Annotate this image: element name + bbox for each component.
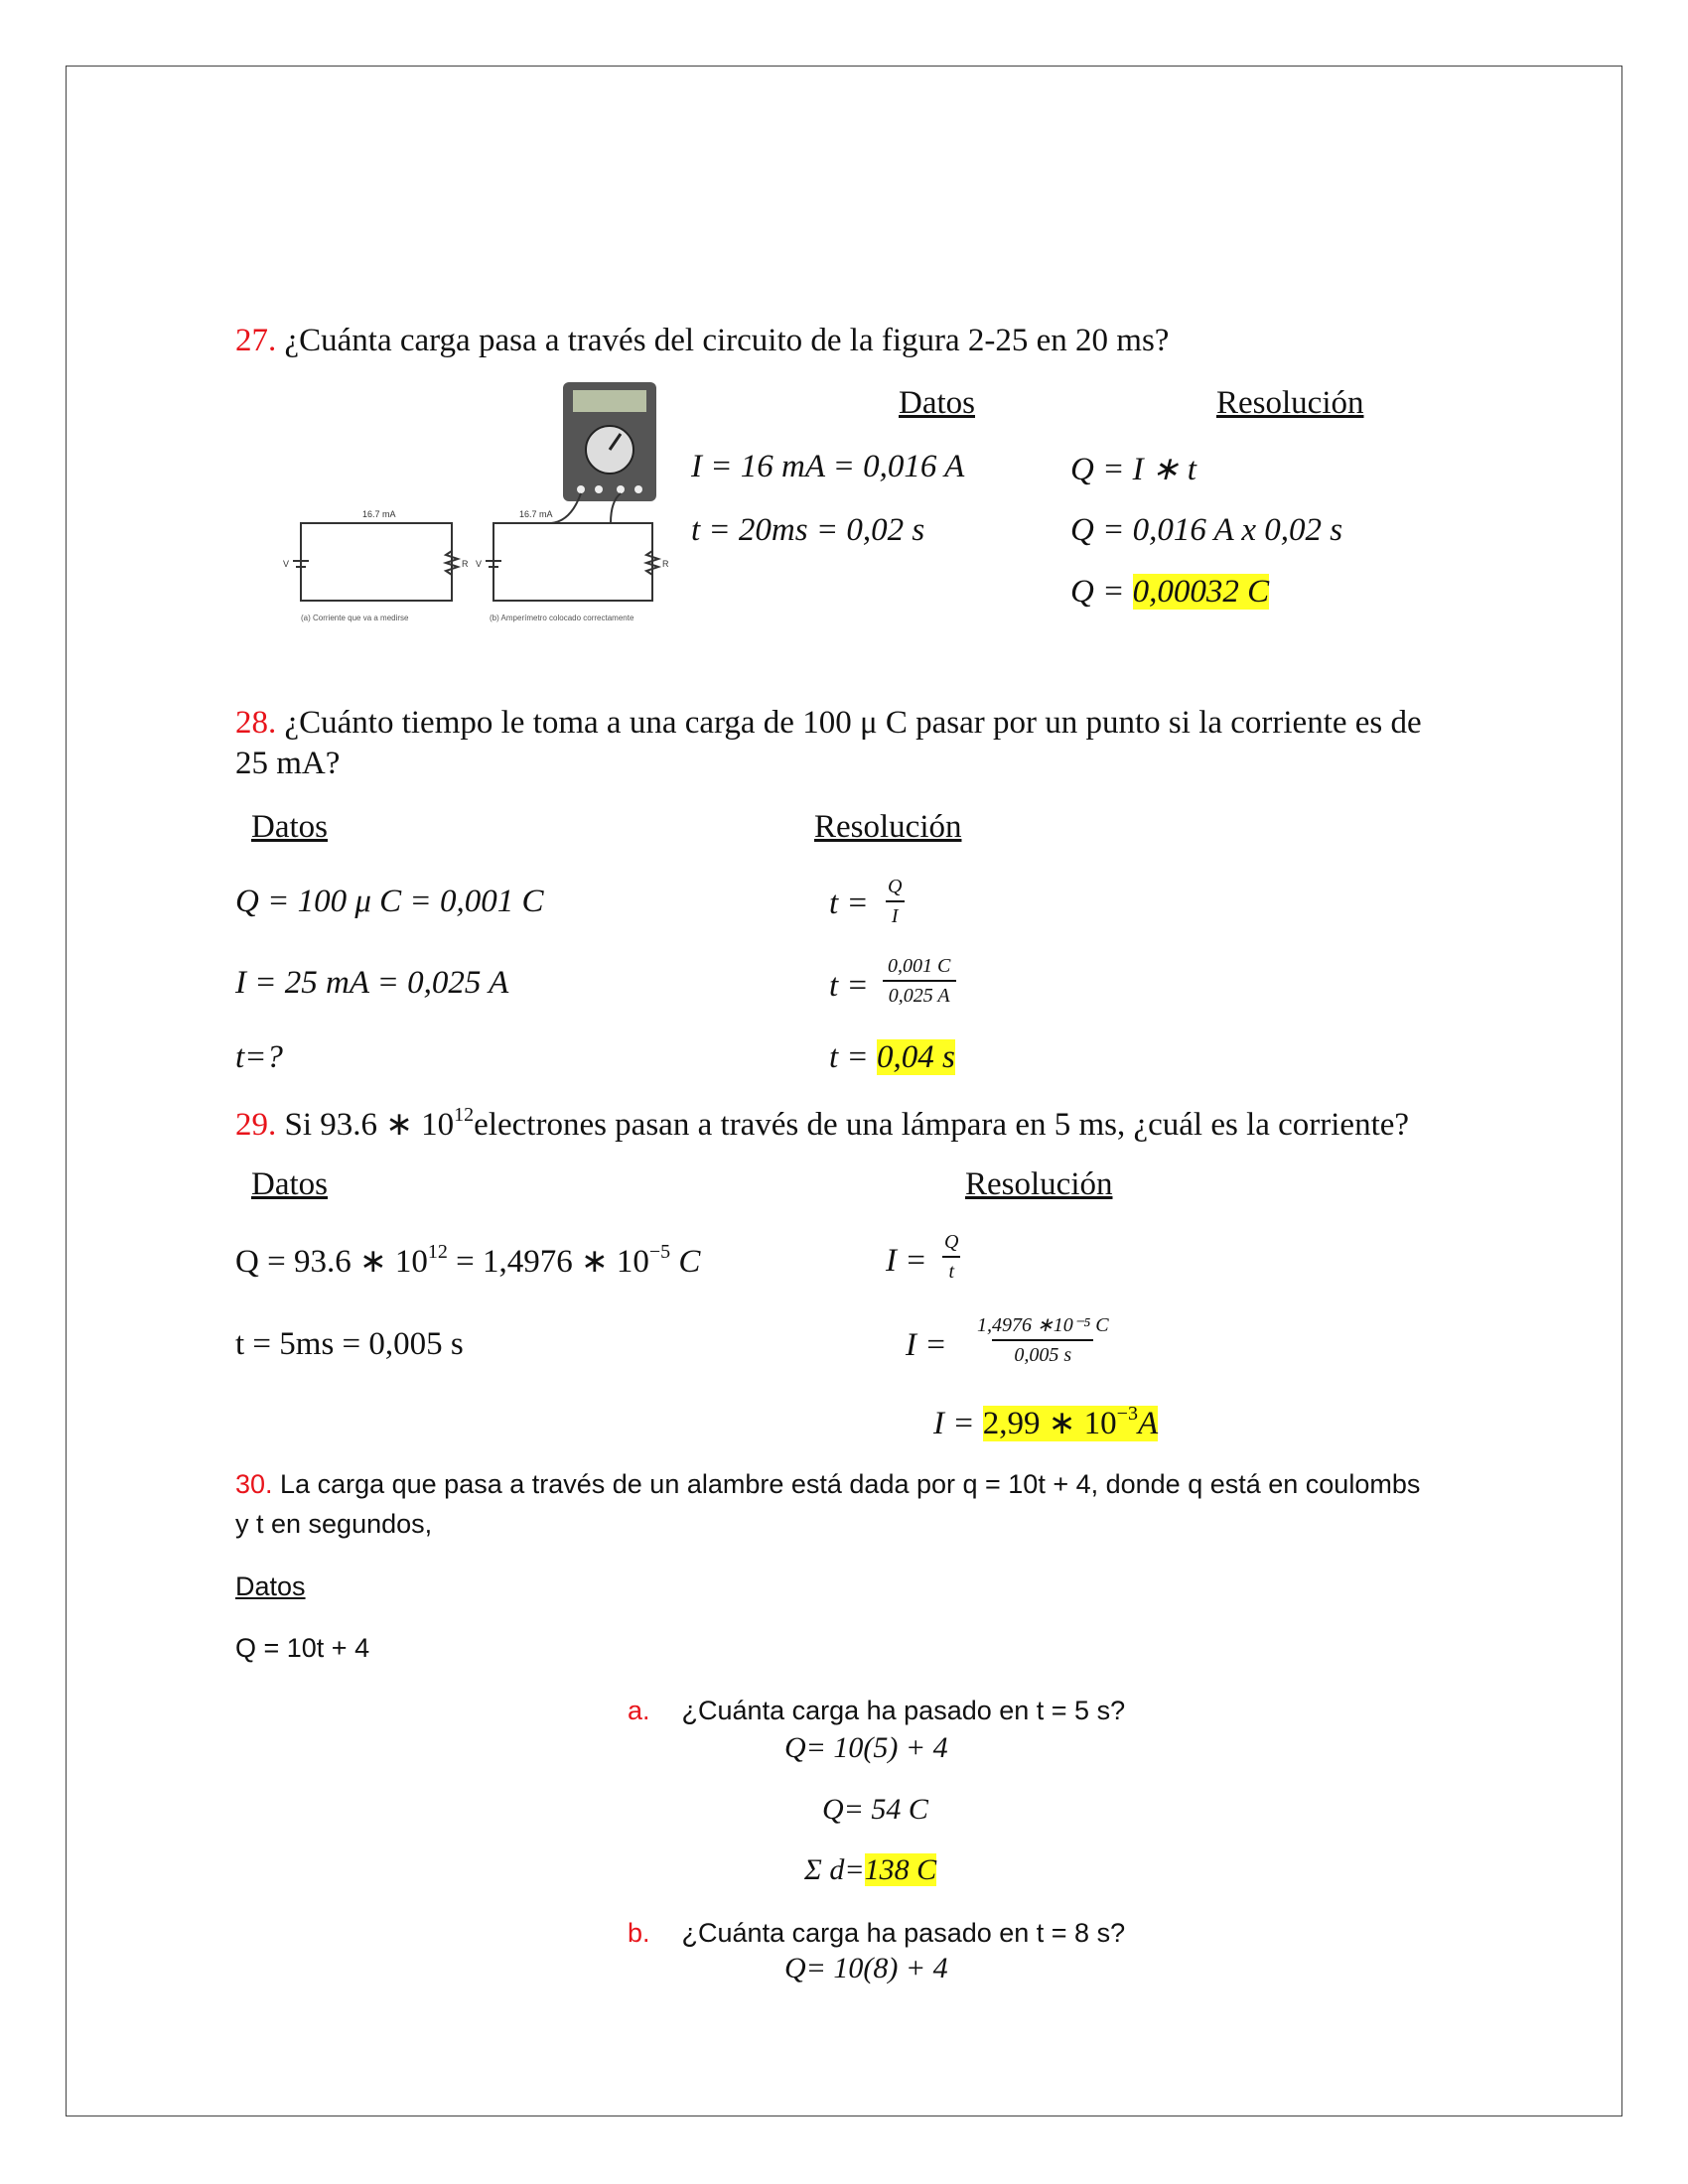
problem-28-formula-fraction: $\frac{Q}{I}$: [882, 876, 908, 928]
problem-28-resolucion-label: Resolución: [814, 809, 962, 845]
svg-text:R: R: [662, 559, 669, 569]
problem-30-a-answer: 138 C: [864, 1853, 937, 1886]
problem-28-substitution-fraction: $\frac{0,001 C}{0,025 A}$: [882, 955, 956, 1008]
problem-29-substitution-lhs: I =: [906, 1327, 947, 1363]
problem-28-formula-lhs: t =: [829, 886, 869, 921]
problem-28-datos-label: Datos: [251, 809, 328, 845]
problem-27-substitution: Q = 0,016 A x 0,02 s: [1070, 512, 1343, 548]
part-label-a: a.: [628, 1696, 650, 1725]
problem-number: 30.: [235, 1469, 273, 1499]
problem-30-a-answer-line: Σ d=138 C: [804, 1853, 937, 1886]
problem-27-datos-time: t = 20ms = 0,02 s: [691, 512, 925, 548]
multimeter-display: [573, 390, 646, 412]
problem-number: 29.: [235, 1107, 277, 1143]
problem-30-b-substitution: Q= 10(8) + 4: [784, 1952, 948, 1984]
problem-29-substitution-fraction: $\frac{\text{1,4976 ∗10⁻⁵ C}}{0,005 s}$: [977, 1314, 1109, 1366]
problem-28-substitution-lhs: t =: [829, 968, 869, 1004]
part-label-b: b.: [628, 1918, 650, 1948]
problem-27-question: 27. ¿Cuánta carga pasa a través del circuito de la figura 2-25 en 20 ms?: [235, 323, 1170, 358]
problem-27-formula: Q = I ∗ t: [1070, 452, 1196, 487]
problem-28-datos-unknown: t=?: [235, 1039, 283, 1075]
svg-text:V: V: [476, 559, 483, 569]
problem-number: 28.: [235, 705, 277, 741]
problem-27-datos-current: I = 16 mA = 0,016 A: [691, 449, 965, 484]
problem-29-resolucion-label: Resolución: [965, 1166, 1113, 1202]
figure-caption-a: (a) Corriente que va a medirse: [301, 614, 409, 622]
problem-27-answer: 0,00032 C: [1132, 574, 1270, 610]
problem-number: 27.: [235, 323, 277, 358]
problem-27-answer-line: Q = 0,00032 C: [1070, 574, 1270, 610]
problem-30-a-result: Q= 54 C: [822, 1793, 928, 1826]
problem-28-question: 28. ¿Cuánto tiempo le toma a una carga de 100 μ C pasar por un punto si la corriente es de: [235, 705, 1422, 741]
problem-29-answer-line: I = 2,99 ∗ $10^{-3}A$: [933, 1403, 1159, 1441]
problem-28-answer-line: t = 0,04 s: [829, 1039, 955, 1075]
circuit-b: [493, 523, 652, 601]
problem-28-datos-current: I = 25 mA = 0,025 A: [235, 965, 509, 1001]
problem-27-datos-label: Datos: [899, 385, 975, 421]
problem-30-part-a: a. ¿Cuánta carga ha pasado en t = 5 s?: [628, 1696, 1126, 1725]
problem-28-question-line2: 25 mA?: [235, 746, 341, 781]
problem-30-question-line2: y t en segundos,: [235, 1509, 433, 1539]
problem-28-answer: 0,04 s: [876, 1039, 955, 1075]
problem-28-datos-charge: Q = 100 μ C = 0,001 C: [235, 884, 544, 919]
problem-29-datos-label: Datos: [251, 1166, 328, 1202]
svg-text:V: V: [283, 559, 290, 569]
problem-29-datos-time: t = 5ms = 0,005 s: [235, 1326, 464, 1362]
circuit-a: [301, 523, 452, 601]
problem-30-part-b: b. ¿Cuánta carga ha pasado en t = 8 s?: [628, 1918, 1126, 1948]
circuit-figure: [283, 382, 670, 635]
problem-29-formula-lhs: I =: [886, 1243, 927, 1279]
problem-30-question: 30. La carga que pasa a través de un alambre está dada por q = 10t + 4, donde q está en coulombs: [235, 1469, 1421, 1499]
figure-caption-b: (b) Amperímetro colocado correctamente: [490, 614, 634, 622]
problem-27-resolucion-label: Resolución: [1216, 385, 1364, 421]
problem-29-question: 29. Si 93.6 ∗ $10^{12}electrones$ pasan a través de una lámpara en 5 ms, ¿cuál es la corriente?: [235, 1104, 1410, 1143]
problem-30-datos-equation: Q = 10t + 4: [235, 1633, 370, 1663]
problem-29-answer: 2,99 ∗ $10^{-3}A$: [982, 1403, 1159, 1441]
problem-29-datos-charge: Q = 93.6 ∗ $10^{12} = 1,4976$ ∗ $10^{-5}$ C: [235, 1241, 701, 1280]
problem-29-formula-fraction: $\frac{Q}{t}$: [944, 1231, 959, 1283]
problem-30-a-substitution: Q= 10(5) + 4: [784, 1731, 948, 1764]
problem-30-datos-label: Datos: [235, 1571, 306, 1601]
svg-text:R: R: [462, 559, 469, 569]
figure-label-b: 16.7 mA: [519, 509, 553, 519]
figure-label-a: 16.7 mA: [362, 509, 396, 519]
